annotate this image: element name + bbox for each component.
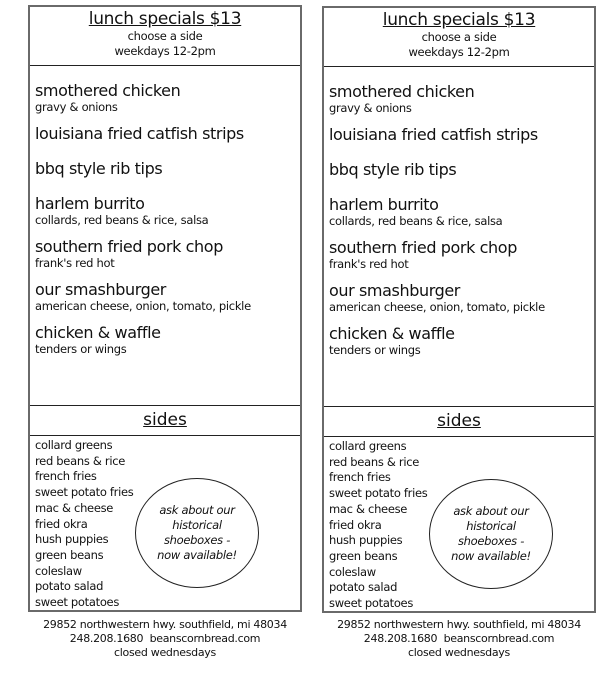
callout-line: now available! (157, 548, 237, 562)
side-item: fried okra (329, 517, 382, 532)
menu-subtitle: choose a side (127, 29, 203, 43)
side-item: sweet potatoes (329, 596, 414, 611)
item-name: bbq style rib tips (35, 159, 163, 178)
menu-title: lunch specials $13 (88, 9, 242, 29)
sides-list (30, 436, 300, 611)
menu-item (35, 124, 300, 143)
sides-list (324, 437, 594, 612)
menu-subtitle: choose a side (421, 30, 497, 44)
side-item: collard greens (329, 439, 407, 453)
item-name: louisiana fried catfish strips (329, 125, 538, 144)
side-item: potato salad (329, 580, 398, 595)
side-item: potato salad (35, 579, 104, 594)
side-item: collard greens (35, 438, 113, 452)
footer-closed: closed wednesdays (114, 646, 216, 659)
sides-title: sides (30, 406, 300, 436)
sides-title: sides (324, 407, 594, 437)
mains-list (324, 67, 594, 407)
item-desc: frank's red hot (329, 257, 409, 271)
side-item: green beans (35, 547, 104, 562)
item-name: southern fried pork chop (329, 238, 517, 257)
side-item: hush puppies (329, 533, 403, 548)
menu-hours: weekdays 12-2pm (408, 45, 510, 59)
menu-item (35, 323, 300, 356)
menu-item (329, 324, 594, 357)
side-item: sweet potatoes (35, 595, 120, 610)
item-name: bbq style rib tips (329, 160, 457, 179)
side-item: fried okra (35, 516, 88, 531)
item-name: smothered chicken (35, 81, 181, 100)
side-item: coleslaw (329, 564, 376, 579)
footer-closed: closed wednesdays (408, 646, 510, 659)
menu-item (35, 280, 300, 313)
side-item: red beans & rice (35, 453, 126, 468)
item-name: our smashburger (35, 280, 166, 299)
callout-line: historical (172, 518, 222, 532)
mains-list (30, 66, 300, 406)
item-desc: american cheese, onion, tomato, pickle (35, 299, 251, 313)
item-desc: collards, red beans & rice, salsa (35, 213, 209, 227)
item-name: chicken & waffle (329, 324, 455, 343)
item-name: smothered chicken (329, 82, 475, 101)
item-name: louisiana fried catfish strips (35, 124, 244, 143)
side-item: sweet potato fries (329, 486, 428, 501)
item-desc: american cheese, onion, tomato, pickle (329, 300, 545, 314)
callout-line: ask about our (159, 503, 235, 517)
callout-line: shoeboxes - (457, 534, 525, 548)
item-name: southern fried pork chop (35, 237, 223, 256)
menu-item (329, 82, 594, 115)
menu-item (35, 237, 300, 270)
side-item: french fries (35, 469, 97, 484)
footer-right (314, 618, 604, 660)
side-item: red beans & rice (329, 454, 420, 469)
callout-line: now available! (451, 549, 531, 563)
shoebox-callout (135, 478, 259, 588)
menu-item (329, 160, 594, 179)
callout-line: shoeboxes - (163, 533, 231, 547)
item-desc: tenders or wings (329, 343, 421, 357)
menu-item (35, 159, 300, 178)
footer-contact: 248.208.1680 beanscornbread.com (363, 632, 555, 645)
menu-card-left (28, 5, 302, 612)
menu-header (324, 8, 594, 67)
menu-header (30, 7, 300, 66)
side-item: coleslaw (35, 563, 82, 578)
side-item: green beans (329, 548, 398, 563)
callout-line: historical (466, 519, 516, 533)
menu-item (329, 238, 594, 271)
item-desc: frank's red hot (35, 256, 115, 270)
side-item: mac & cheese (35, 500, 114, 515)
menu-item (329, 195, 594, 228)
item-name: chicken & waffle (35, 323, 161, 342)
item-desc: collards, red beans & rice, salsa (329, 214, 503, 228)
side-item: mac & cheese (329, 501, 408, 516)
item-desc: gravy & onions (35, 100, 118, 114)
menu-card-right (322, 6, 596, 613)
item-name: harlem burrito (35, 194, 145, 213)
side-item: sweet potato fries (35, 485, 134, 500)
item-desc: tenders or wings (35, 342, 127, 356)
item-desc: gravy & onions (329, 101, 412, 115)
menu-item (329, 281, 594, 314)
side-item: hush puppies (35, 532, 109, 547)
callout-line: ask about our (453, 504, 529, 518)
footer-contact: 248.208.1680 beanscornbread.com (69, 632, 261, 645)
footer-left (20, 618, 310, 660)
menu-item (35, 194, 300, 227)
menu-title: lunch specials $13 (382, 10, 536, 30)
item-name: our smashburger (329, 281, 460, 300)
side-item: french fries (329, 470, 391, 485)
shoebox-callout (429, 479, 553, 589)
item-name: harlem burrito (329, 195, 439, 214)
menu-item (329, 125, 594, 144)
footer-address: 29852 northwestern hwy. southfield, mi 48034 (337, 618, 581, 631)
menu-hours: weekdays 12-2pm (114, 44, 216, 58)
menu-item (35, 81, 300, 114)
footer-address: 29852 northwestern hwy. southfield, mi 48034 (43, 618, 287, 631)
